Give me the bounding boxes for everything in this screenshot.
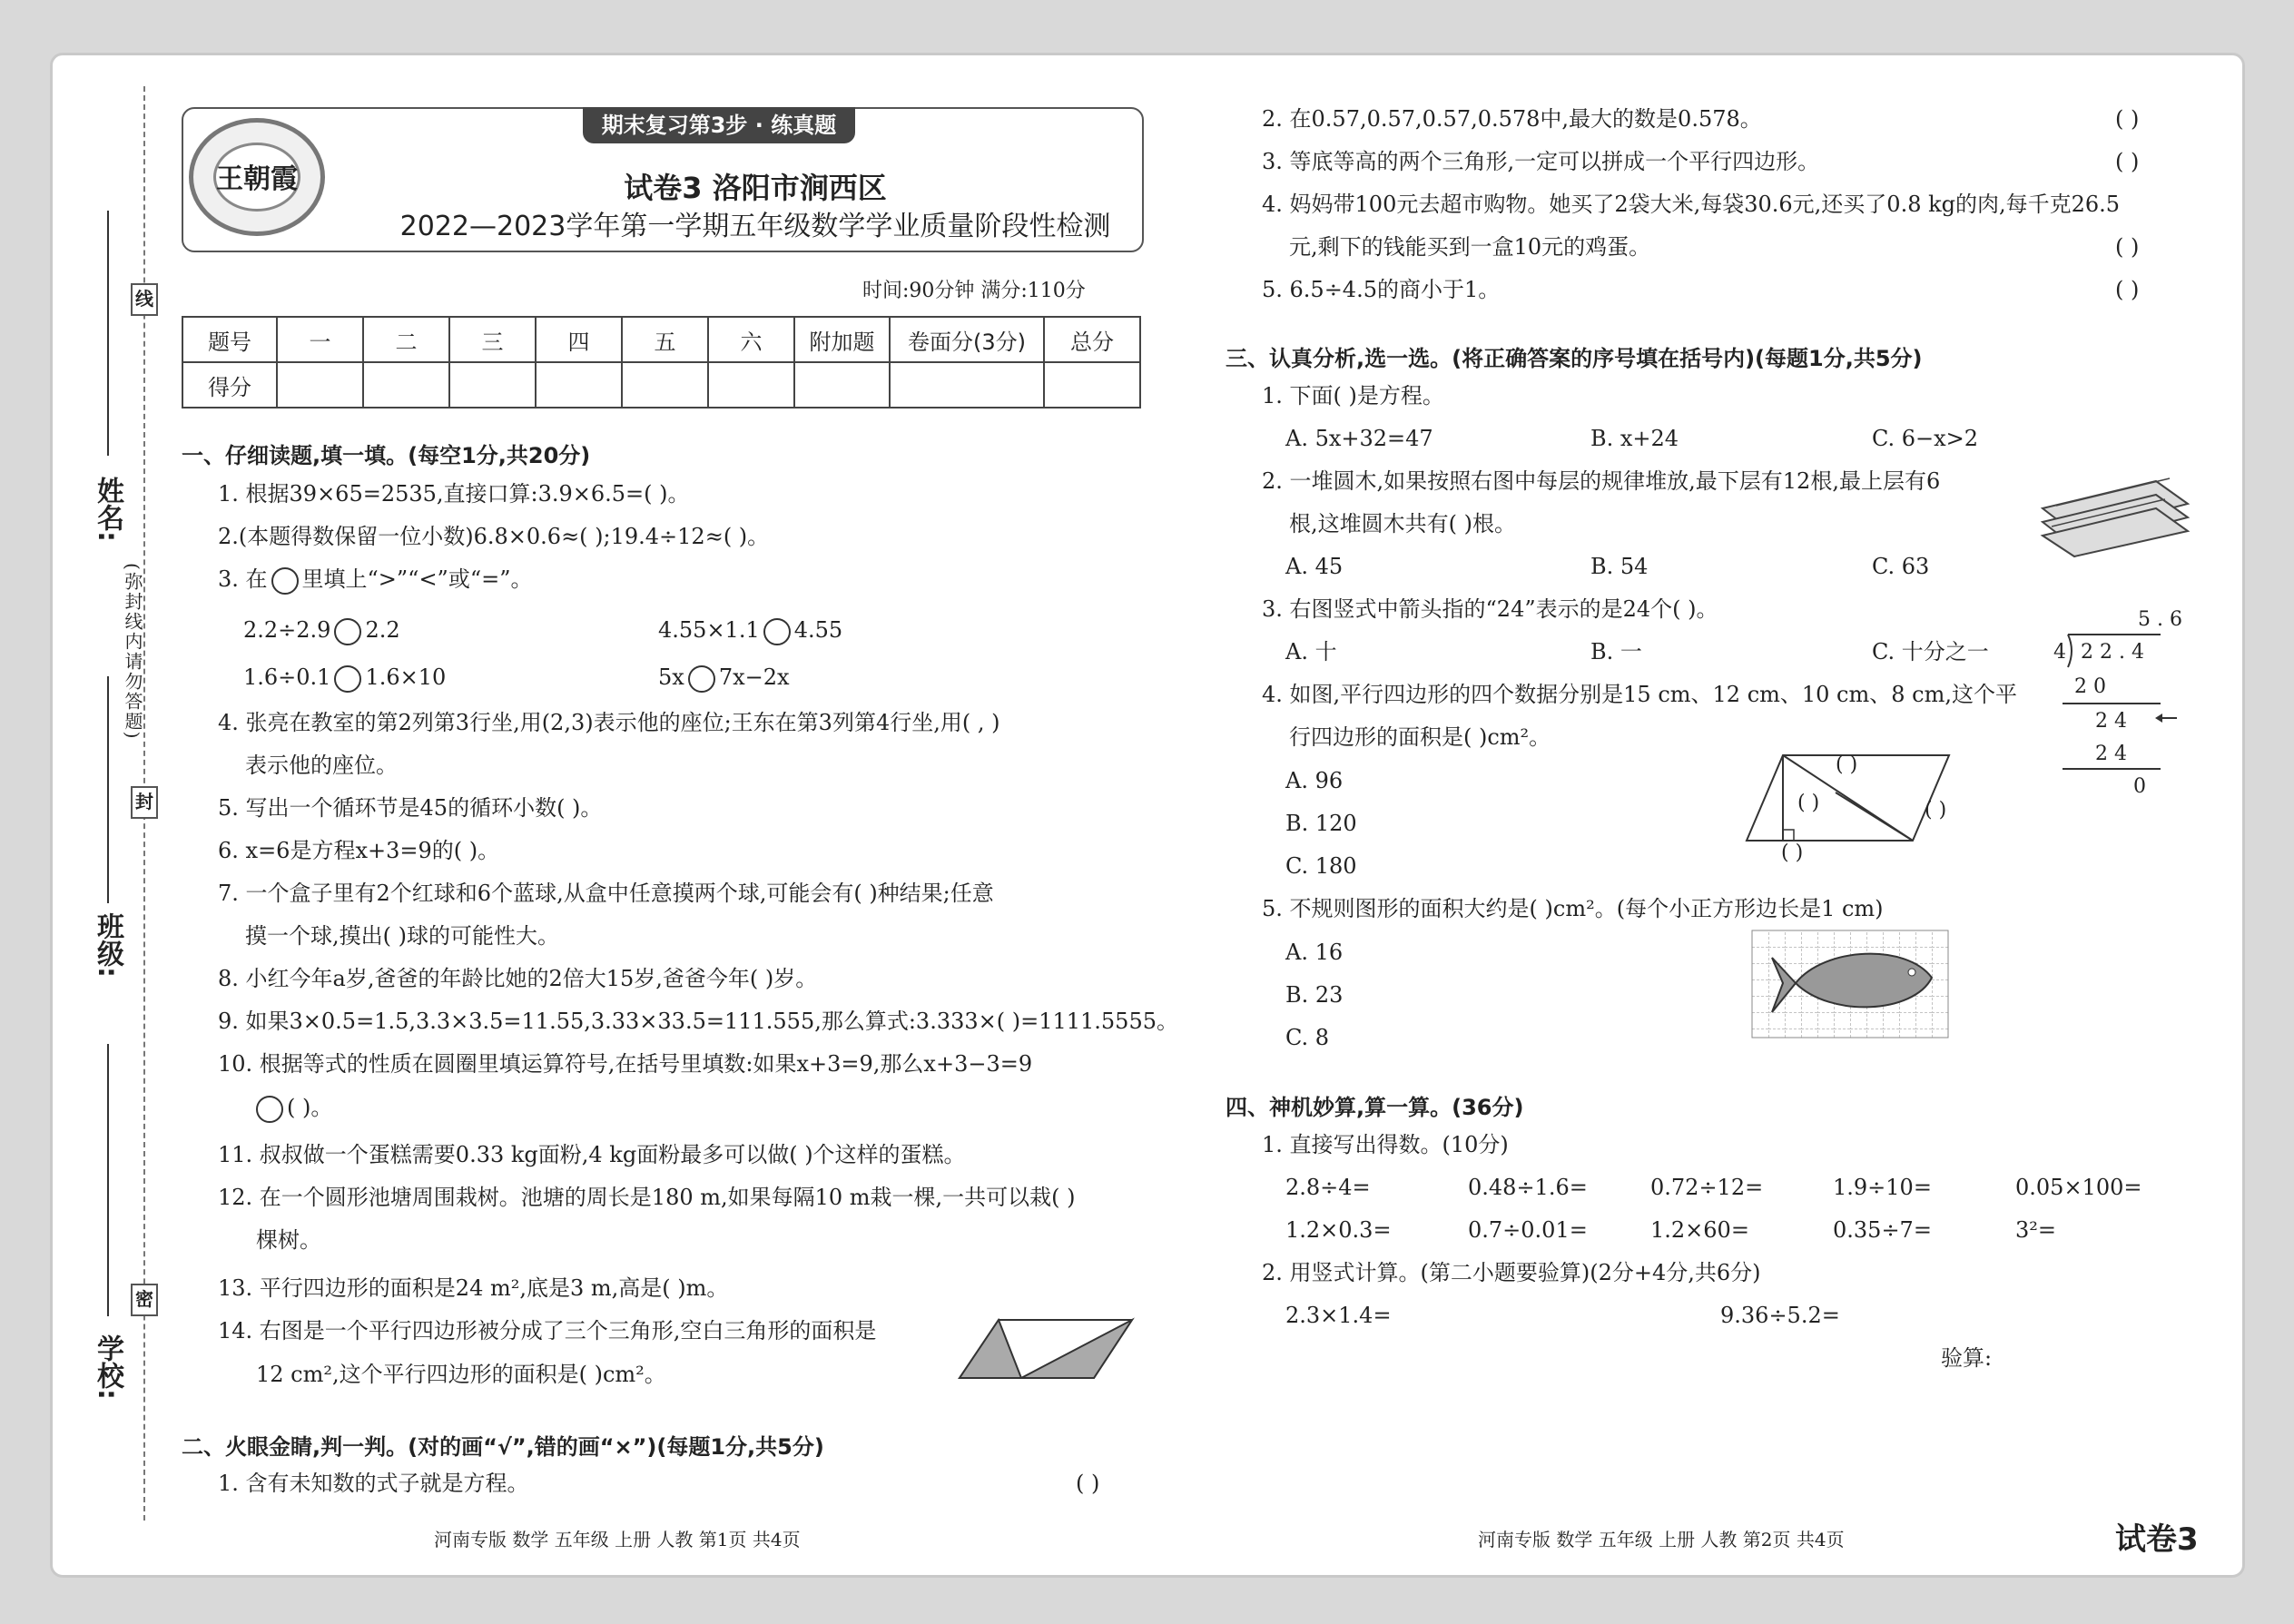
s1-q10-blank: ( )。 — [287, 1095, 333, 1120]
answer-paren[interactable]: ( ) — [2115, 277, 2140, 302]
s2-q5: 5. 6.5÷4.5的商小于1。 — [1262, 277, 1501, 302]
column-calc: 9.36÷5.2= — [1720, 1303, 1840, 1328]
div-row: 0 — [2133, 775, 2146, 798]
s3-q4-opt[interactable]: B. 120 — [1285, 811, 1357, 836]
division-lines — [2053, 631, 2199, 776]
div-divisor: 4 — [2053, 641, 2066, 664]
s1-q3-text2: 里填上“>”“<”或“=”。 — [301, 566, 533, 592]
div-row: 2 4 — [2095, 743, 2127, 765]
s3-q4: 4. 如图,平行四边形的四个数据分别是15 cm、12 cm、10 cm、8 cm,这个平 — [1262, 682, 2017, 707]
oral-calc: 0.35÷7= — [1833, 1217, 1932, 1243]
review-banner: 期末复习第3步 · 练真题 — [583, 107, 855, 143]
score-cell[interactable] — [622, 362, 708, 408]
expr: 1.6÷0.1 — [243, 664, 331, 690]
score-col: 一 — [277, 317, 363, 362]
compare-circle[interactable] — [334, 618, 361, 645]
s3-q4-cont: 行四边形的面积是( )cm²。 — [1289, 724, 1551, 750]
score-col: 三 — [449, 317, 536, 362]
section2-title: 二、火眼金睛,判一判。(对的画“√”,错的画“×”)(每题1分,共5分) — [182, 1434, 824, 1460]
expr: 7x−2x — [718, 664, 790, 690]
expr: 4.55×1.1 — [658, 617, 760, 643]
log-pile-figure — [2038, 477, 2192, 558]
s1-q13: 13. 平行四边形的面积是24 m²,底是3 m,高是( )m。 — [218, 1275, 729, 1301]
exam-title: 试卷3 洛阳市涧西区 — [624, 171, 887, 205]
s3-q1-opt[interactable]: C. 6−x>2 — [1872, 426, 1979, 451]
score-value-row — [182, 362, 1140, 408]
figure-paren: ( ) — [1836, 753, 1858, 776]
name-line — [107, 211, 109, 456]
score-cell[interactable] — [363, 362, 449, 408]
s1-q3-item — [243, 664, 446, 693]
s1-q12: 12. 在一个圆形池塘周围栽树。池塘的周长是180 m,如果每隔10 m栽一棵,一共可以栽( ) — [218, 1185, 1076, 1210]
answer-paren[interactable]: ( ) — [2115, 106, 2140, 132]
s1-q3-text: 3. 在 — [218, 566, 268, 592]
score-col: 总分 — [1044, 317, 1140, 362]
s1-q3-item — [658, 664, 790, 693]
seal-char-line: 线 — [131, 283, 158, 316]
s3-q3-opt[interactable]: A. 十 — [1285, 639, 1337, 664]
s1-q2: 2.(本题得数保留一位小数)6.8×0.6≈( );19.4÷12≈( )。 — [218, 524, 770, 549]
s3-q2-cont: 根,这堆圆木共有( )根。 — [1289, 511, 1516, 536]
s1-q7-cont: 摸一个球,摸出( )球的可能性大。 — [245, 923, 559, 949]
s4-q1: 1. 直接写出得数。(10分) — [1262, 1132, 1509, 1157]
expr: 5x — [658, 664, 684, 690]
score-row-label: 得分 — [182, 362, 277, 408]
s3-q2-opt[interactable]: A. 45 — [1285, 554, 1344, 579]
s3-q4-opt[interactable]: C. 180 — [1285, 853, 1357, 879]
score-col: 五 — [622, 317, 708, 362]
s1-q14-cont: 12 cm²,这个平行四边形的面积是( )cm²。 — [256, 1362, 666, 1387]
score-cell[interactable] — [794, 362, 890, 408]
oral-calc: 2.8÷4= — [1285, 1175, 1371, 1200]
footer-left: 河南专版 数学 五年级 上册 人教 第1页 共4页 — [434, 1529, 801, 1550]
class-line — [107, 676, 109, 903]
s3-q3-opt[interactable]: B. 一 — [1590, 639, 1642, 664]
s1-q14: 14. 右图是一个平行四边形被分成了三个三角形,空白三角形的面积是 — [218, 1318, 877, 1343]
answer-paren[interactable]: ( ) — [1076, 1471, 1100, 1496]
s3-q5: 5. 不规则图形的面积大约是( )cm²。(每个小正方形边长是1 cm) — [1262, 896, 1884, 921]
score-cell[interactable] — [1044, 362, 1140, 408]
s1-q6: 6. x=6是方程x+3=9的( )。 — [218, 838, 500, 863]
score-table — [182, 316, 1141, 408]
s3-q5-opt[interactable]: B. 23 — [1285, 982, 1344, 1008]
s1-q9: 9. 如果3×0.5=1.5,3.3×3.5=11.55,3.33×33.5=111.555,那么算式:3.333×( )=1111.5555。 — [218, 1009, 1178, 1034]
seal-char-secret: 密 — [131, 1284, 158, 1316]
s3-q3: 3. 右图竖式中箭头指的“24”表示的是24个( )。 — [1262, 596, 1718, 622]
answer-paren[interactable]: ( ) — [2115, 234, 2140, 260]
s1-q4: 4. 张亮在教室的第2列第3行坐,用(2,3)表示他的座位;王东在第3列第4行坐,用( , ) — [218, 710, 1000, 735]
s3-q1: 1. 下面( )是方程。 — [1262, 383, 1444, 408]
s3-q1-opt[interactable]: B. x+24 — [1590, 426, 1679, 451]
expr: 2.2 — [365, 617, 400, 643]
s2-q4-cont: 元,剩下的钱能买到一盒10元的鸡蛋。 — [1289, 234, 1651, 260]
figure-paren: ( ) — [1781, 842, 1804, 864]
s3-q1-opt[interactable]: A. 5x+32=47 — [1285, 426, 1433, 451]
score-col: 卷面分(3分) — [890, 317, 1044, 362]
score-cell[interactable] — [449, 362, 536, 408]
expr: 2.2÷2.9 — [243, 617, 331, 643]
school-label: 学校: — [92, 1334, 123, 1400]
s1-q7: 7. 一个盒子里有2个红球和6个蓝球,从盒中任意摸两个球,可能会有( )种结果;任意 — [218, 881, 994, 906]
oral-calc: 0.72÷12= — [1650, 1175, 1764, 1200]
oral-calc: 0.48÷1.6= — [1468, 1175, 1588, 1200]
s1-q5: 5. 写出一个循环节是45的循环小数( )。 — [218, 795, 603, 821]
s1-q10-cont — [252, 1095, 332, 1123]
div-row: 2 0 — [2074, 675, 2106, 698]
column-calc: 2.3×1.4= — [1285, 1303, 1392, 1328]
score-header-row — [182, 317, 1140, 362]
score-cell[interactable] — [708, 362, 794, 408]
s1-q8: 8. 小红今年a岁,爸爸的年龄比她的2倍大15岁,爸爸今年( )岁。 — [218, 966, 818, 991]
seal-char-seal: 封 — [131, 786, 158, 819]
s3-q3-opt[interactable]: C. 十分之一 — [1872, 639, 1989, 664]
paper-badge: 试卷3 — [2115, 1521, 2199, 1558]
compare-circle[interactable] — [763, 618, 791, 645]
s2-q1: 1. 含有未知数的式子就是方程。 — [218, 1471, 529, 1496]
answer-paren[interactable]: ( ) — [2115, 149, 2140, 174]
oral-calc: 0.7÷0.01= — [1468, 1217, 1588, 1243]
div-row: 2 4 — [2095, 710, 2127, 733]
brand-logo — [189, 118, 325, 236]
s2-q2: 2. 在0.57,0.57,0.57,0.578中,最大的数是0.578。 — [1262, 106, 1762, 132]
operator-circle[interactable] — [256, 1096, 283, 1123]
s1-q1: 1. 根据39×65=2535,直接口算:3.9×6.5=( )。 — [218, 481, 690, 507]
class-label: 班级: — [92, 912, 123, 978]
s1-q3-item — [658, 617, 842, 645]
figure-paren: ( ) — [1925, 799, 1947, 822]
s1-q11: 11. 叔叔做一个蛋糕需要0.33 kg面粉,4 kg面粉最多可以做( )个这样的蛋糕。 — [218, 1142, 966, 1167]
section4-title: 四、神机妙算,算一算。(36分) — [1226, 1095, 1524, 1120]
expr: 4.55 — [793, 617, 843, 643]
exam-subtitle: 2022—2023学年第一学期五年级数学学业质量阶段性检测 — [399, 211, 1111, 242]
score-col: 六 — [708, 317, 794, 362]
s3-q2-opt[interactable]: C. 63 — [1872, 554, 1930, 579]
oral-calc: 1.2×0.3= — [1285, 1217, 1392, 1243]
score-col: 二 — [363, 317, 449, 362]
score-cell[interactable] — [890, 362, 1044, 408]
s1-q3 — [218, 566, 532, 595]
time-info: 时间:90分钟 满分:110分 — [862, 280, 1086, 302]
oral-calc: 1.9÷10= — [1833, 1175, 1932, 1200]
check-label: 验算: — [1941, 1345, 1993, 1371]
seal-note: (弥封线内请勿答题) — [122, 563, 143, 741]
oral-calc: 3²= — [2015, 1217, 2056, 1243]
score-col: 附加题 — [794, 317, 890, 362]
expr: 1.6×10 — [365, 664, 447, 690]
s1-q4-cont: 表示他的座位。 — [245, 753, 398, 778]
header-card — [182, 107, 1144, 252]
s2-q4: 4. 妈妈带100元去超市购物。她买了2袋大米,每袋30.6元,还买了0.8 kg的肉,每千克26.5 — [1262, 192, 2121, 217]
section1-title: 一、仔细读题,填一填。(每空1分,共20分) — [182, 443, 591, 468]
compare-circle[interactable] — [688, 665, 715, 693]
s3-q4-opt[interactable]: A. 96 — [1285, 768, 1344, 793]
s1-q3-item — [243, 617, 400, 645]
s4-q2: 2. 用竖式计算。(第二小题要验算)(2分+4分,共6分) — [1262, 1260, 1761, 1285]
section3-title: 三、认真分析,选一选。(将正确答案的序号填在括号内)(每题1分,共5分) — [1226, 346, 1923, 371]
figure-paren: ( ) — [1797, 792, 1820, 814]
div-quotient: 5 . 6 — [2138, 608, 2182, 631]
score-cell[interactable] — [536, 362, 622, 408]
score-cell[interactable] — [277, 362, 363, 408]
circle-blank — [271, 567, 299, 595]
school-line — [107, 1044, 109, 1316]
fish-grid-figure — [1752, 930, 1948, 1038]
oral-calc: 0.05×100= — [2015, 1175, 2142, 1200]
s2-q3: 3. 等底等高的两个三角形,一定可以拼成一个平行四边形。 — [1262, 149, 1820, 174]
s3-q2-opt[interactable]: B. 54 — [1590, 554, 1649, 579]
s3-q5-opt[interactable]: C. 8 — [1285, 1025, 1330, 1050]
div-dividend: 2 2 . 4 — [2081, 641, 2144, 664]
s3-q5-opt[interactable]: A. 16 — [1285, 940, 1344, 965]
s1-q12-cont: 棵树。 — [256, 1227, 321, 1253]
name-label: 姓名: — [92, 477, 123, 542]
parallelogram-figure — [958, 1318, 1139, 1382]
s1-q10: 10. 根据等式的性质在圆圈里填运算符号,在括号里填数:如果x+3=9,那么x+3−3=9 — [218, 1051, 1033, 1077]
s3-q2: 2. 一堆圆木,如果按照右图中每层的规律堆放,最下层有12根,最上层有6 — [1262, 468, 1941, 494]
score-col: 题号 — [182, 317, 277, 362]
compare-circle[interactable] — [334, 665, 361, 693]
footer-right: 河南专版 数学 五年级 上册 人教 第2页 共4页 — [1478, 1529, 1845, 1550]
logo-text: 王朝霞 — [213, 143, 300, 212]
oral-calc: 1.2×60= — [1650, 1217, 1749, 1243]
score-col: 四 — [536, 317, 622, 362]
